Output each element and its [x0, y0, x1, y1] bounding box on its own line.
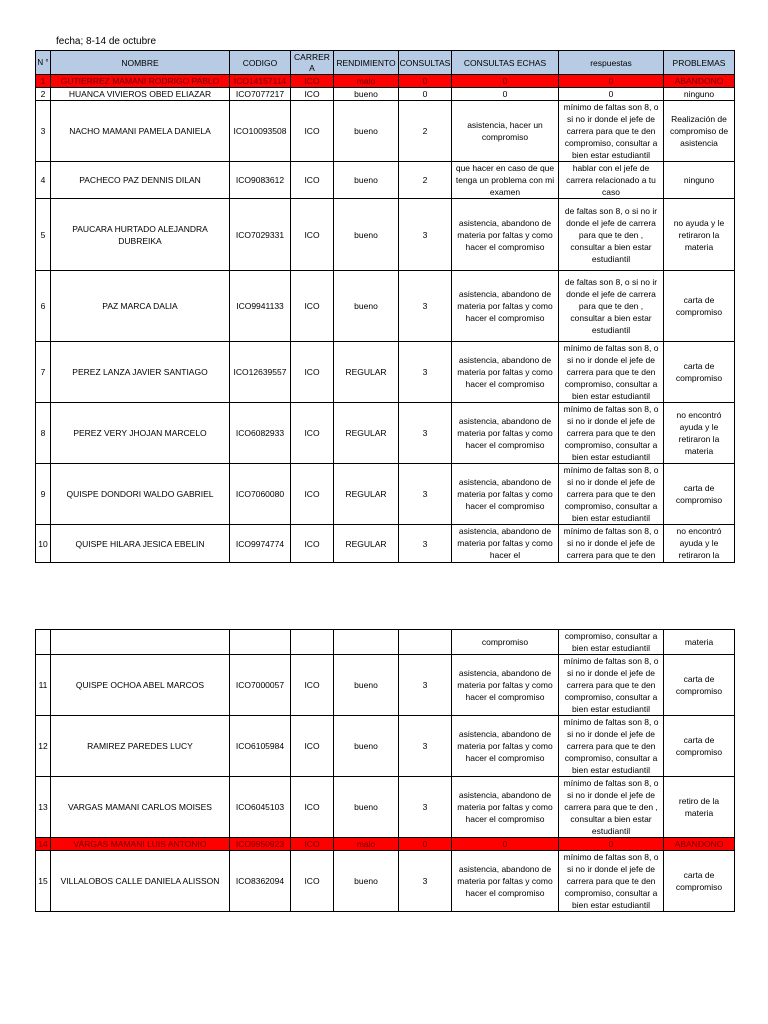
table-row [36, 838, 735, 851]
cell-respuestas: de faltas son 8, o si no ir donde el jefe de carrera para que te den , consultar a bien estar estudiantil [559, 271, 664, 342]
cell-number: 7 [36, 342, 51, 403]
table-row [36, 75, 735, 88]
cell-consultas: 3 [399, 851, 452, 912]
cell-nombre: HUANCA VIVIEROS OBED ELIAZAR [51, 88, 230, 101]
cell-consultas-echas: asistencia, abandono de materia por faltas y como hacer el compromiso [452, 199, 559, 271]
cell-number: 4 [36, 162, 51, 199]
cell-consultas-echas: 0 [452, 88, 559, 101]
cell-carrera: ICO [291, 271, 334, 342]
cell-carrera [291, 630, 334, 655]
cell-rendimiento: malo [334, 75, 399, 88]
cell-respuestas: mínimo de faltas son 8, o si no ir donde el jefe de carrera para que te den compromiso, consultar a bien estar estudiantil [559, 403, 664, 464]
cell-consultas-echas: asistencia, abandono de materia por faltas y como hacer el compromiso [452, 403, 559, 464]
cell-rendimiento: REGULAR [334, 342, 399, 403]
cell-number: 10 [36, 525, 51, 563]
sheet-date: fecha; 8-14 de octubre [56, 36, 157, 47]
table-row [36, 271, 735, 342]
cell-problemas: carta de compromiso [664, 464, 735, 525]
cell-rendimiento: bueno [334, 716, 399, 777]
cell-respuestas: 0 [559, 75, 664, 88]
cell-consultas-echas: asistencia, abandono de materia por faltas y como hacer el [452, 525, 559, 563]
header-problemas: PROBLEMAS [664, 51, 735, 75]
cell-respuestas: mínimo de faltas son 8, o si no ir donde el jefe de carrera para que te den compromiso, consultar a bien estar estudiantil [559, 851, 664, 912]
cell-carrera: ICO [291, 199, 334, 271]
cell-consultas: 3 [399, 271, 452, 342]
cell-carrera: ICO [291, 716, 334, 777]
cell-nombre: RAMIREZ PAREDES LUCY [51, 716, 230, 777]
cell-respuestas: compromiso, consultar a bien estar estudiantil [559, 630, 664, 655]
cell-carrera: ICO [291, 162, 334, 199]
cell-number: 13 [36, 777, 51, 838]
cell-rendimiento: REGULAR [334, 403, 399, 464]
cell-respuestas: mínimo de faltas son 8, o si no ir donde el jefe de carrera para que te den [559, 525, 664, 563]
cell-rendimiento [334, 630, 399, 655]
cell-problemas: no ayuda y le retiraron la materia [664, 199, 735, 271]
cell-respuestas: mínimo de faltas son 8, o si no ir donde el jefe de carrera para que te den compromiso, consultar a bien estar estudiantil [559, 342, 664, 403]
cell-nombre: NACHO MAMANI PAMELA DANIELA [51, 101, 230, 162]
cell-carrera: ICO [291, 525, 334, 563]
cell-consultas-echas: asistencia, abandono de materia por faltas y como hacer el compromiso [452, 655, 559, 716]
cell-nombre: PEREZ VERY JHOJAN MARCELO [51, 403, 230, 464]
table-row [36, 655, 735, 716]
cell-rendimiento: bueno [334, 101, 399, 162]
cell-rendimiento: malo [334, 838, 399, 851]
header-consultas-echas: CONSULTAS ECHAS [452, 51, 559, 75]
cell-consultas-echas: 0 [452, 75, 559, 88]
cell-codigo: ICO8362094 [230, 851, 291, 912]
cell-consultas-echas: asistencia, hacer un compromiso [452, 101, 559, 162]
header-nombre: NOMBRE [51, 51, 230, 75]
cell-consultas: 3 [399, 716, 452, 777]
cell-codigo: ICO9941133 [230, 271, 291, 342]
cell-codigo: ICO7000057 [230, 655, 291, 716]
cell-consultas: 0 [399, 838, 452, 851]
cell-carrera: ICO [291, 342, 334, 403]
cell-consultas: 0 [399, 75, 452, 88]
cell-number: 1 [36, 75, 51, 88]
cell-carrera: ICO [291, 75, 334, 88]
cell-nombre: PACHECO PAZ DENNIS DILAN [51, 162, 230, 199]
cell-consultas-echas: que hacer en caso de que tenga un problema con mi examen [452, 162, 559, 199]
cell-consultas: 3 [399, 655, 452, 716]
table-row [36, 464, 735, 525]
table-row [36, 403, 735, 464]
table-row-continued [36, 630, 735, 655]
cell-rendimiento: bueno [334, 199, 399, 271]
cell-codigo: ICO7077217 [230, 88, 291, 101]
header-codigo: CODIGO [230, 51, 291, 75]
cell-consultas: 0 [399, 88, 452, 101]
header-rendimiento: RENDIMIENTO [334, 51, 399, 75]
header-row [36, 51, 735, 75]
cell-rendimiento: bueno [334, 88, 399, 101]
cell-rendimiento: bueno [334, 777, 399, 838]
cell-respuestas: mínimo de faltas son 8, o si no ir donde el jefe de carrera para que te den compromiso, consultar a bien estar estudiantil [559, 101, 664, 162]
cell-consultas: 3 [399, 342, 452, 403]
cell-number: 3 [36, 101, 51, 162]
cell-nombre: PAZ MARCA DALIA [51, 271, 230, 342]
cell-rendimiento: bueno [334, 851, 399, 912]
cell-codigo [230, 630, 291, 655]
cell-problemas: ninguno [664, 88, 735, 101]
cell-problemas: carta de compromiso [664, 716, 735, 777]
cell-codigo: ICO7029331 [230, 199, 291, 271]
cell-codigo: ICO6105984 [230, 716, 291, 777]
cell-problemas: carta de compromiso [664, 342, 735, 403]
table-row [36, 777, 735, 838]
cell-problemas: Realización de compromiso de asistencia [664, 101, 735, 162]
cell-carrera: ICO [291, 88, 334, 101]
cell-nombre: VARGAS MAMANI LUIS ANTONIO [51, 838, 230, 851]
table-row [36, 199, 735, 271]
cell-nombre: QUISPE DONDORI WALDO GABRIEL [51, 464, 230, 525]
cell-respuestas: hablar con el jefe de carrera relacionado a tu caso [559, 162, 664, 199]
cell-consultas-echas: asistencia, abandono de materia por faltas y como hacer el compromiso [452, 716, 559, 777]
cell-rendimiento: bueno [334, 271, 399, 342]
cell-respuestas: 0 [559, 88, 664, 101]
cell-consultas-echas: compromiso [452, 630, 559, 655]
header-number: N ° [36, 51, 51, 75]
cell-consultas-echas: asistencia, abandono de materia por faltas y como hacer el compromiso [452, 777, 559, 838]
cell-nombre: VILLALOBOS CALLE DANIELA ALISSON [51, 851, 230, 912]
cell-consultas: 3 [399, 525, 452, 563]
cell-nombre: QUISPE OCHOA ABEL MARCOS [51, 655, 230, 716]
cell-consultas: 3 [399, 199, 452, 271]
cell-codigo: ICO6082933 [230, 403, 291, 464]
cell-consultas-echas: asistencia, abandono de materia por faltas y como hacer el compromiso [452, 851, 559, 912]
cell-consultas: 2 [399, 162, 452, 199]
students-table-page-2 [35, 629, 735, 912]
cell-consultas: 3 [399, 777, 452, 838]
cell-nombre: QUISPE HILARA JESICA EBELIN [51, 525, 230, 563]
cell-problemas: carta de compromiso [664, 851, 735, 912]
cell-consultas: 3 [399, 403, 452, 464]
cell-consultas-echas: asistencia, abandono de materia por faltas y como hacer el compromiso [452, 464, 559, 525]
table-row [36, 525, 735, 563]
cell-consultas [399, 630, 452, 655]
table-row [36, 342, 735, 403]
cell-nombre: VARGAS MAMANI CARLOS MOISES [51, 777, 230, 838]
cell-number: 14 [36, 838, 51, 851]
cell-rendimiento: bueno [334, 162, 399, 199]
cell-respuestas: mínimo de faltas son 8, o si no ir donde el jefe de carrera para que te den , consultar a bien estar estudiantil [559, 777, 664, 838]
cell-nombre: GUTIERREZ MAMANI RODRIGO PABLO [51, 75, 230, 88]
header-consultas: CONSULTAS [399, 51, 452, 75]
table-row [36, 851, 735, 912]
cell-problemas: retiro de la materia [664, 777, 735, 838]
cell-number: 9 [36, 464, 51, 525]
cell-codigo: ICO7060080 [230, 464, 291, 525]
header-carrera: CARRER A [291, 51, 334, 75]
cell-number [36, 630, 51, 655]
cell-problemas: ninguno [664, 162, 735, 199]
cell-problemas: carta de compromiso [664, 271, 735, 342]
cell-carrera: ICO [291, 777, 334, 838]
cell-carrera: ICO [291, 464, 334, 525]
cell-consultas-echas: asistencia, abandono de materia por faltas y como hacer el compromiso [452, 342, 559, 403]
cell-consultas: 2 [399, 101, 452, 162]
cell-consultas-echas: asistencia, abandono de materia por faltas y como hacer el compromiso [452, 271, 559, 342]
cell-number: 6 [36, 271, 51, 342]
table-row [36, 716, 735, 777]
cell-carrera: ICO [291, 403, 334, 464]
table-row [36, 88, 735, 101]
cell-codigo: ICO9950923 [230, 838, 291, 851]
cell-carrera: ICO [291, 838, 334, 851]
cell-problemas: no encontró ayuda y le retiraron la [664, 525, 735, 563]
cell-nombre: PAUCARA HURTADO ALEJANDRA DUBREIKA [51, 199, 230, 271]
cell-rendimiento: bueno [334, 655, 399, 716]
cell-respuestas: mínimo de faltas son 8, o si no ir donde el jefe de carrera para que te den compromiso, consultar a bien estar estudiantil [559, 655, 664, 716]
cell-codigo: ICO6045103 [230, 777, 291, 838]
cell-codigo: ICO9974774 [230, 525, 291, 563]
cell-problemas: ABANDONO [664, 75, 735, 88]
students-table-page-1 [35, 50, 735, 563]
cell-respuestas: 0 [559, 838, 664, 851]
cell-codigo: ICO9083612 [230, 162, 291, 199]
table-row [36, 101, 735, 162]
cell-number: 8 [36, 403, 51, 464]
cell-respuestas: mínimo de faltas son 8, o si no ir donde el jefe de carrera para que te den compromiso, consultar a bien estar estudiantil [559, 464, 664, 525]
cell-codigo: ICO10093508 [230, 101, 291, 162]
cell-nombre: PEREZ LANZA JAVIER SANTIAGO [51, 342, 230, 403]
cell-nombre [51, 630, 230, 655]
cell-carrera: ICO [291, 101, 334, 162]
cell-number: 2 [36, 88, 51, 101]
cell-carrera: ICO [291, 655, 334, 716]
cell-number: 5 [36, 199, 51, 271]
cell-rendimiento: REGULAR [334, 525, 399, 563]
cell-problemas: materia [664, 630, 735, 655]
cell-respuestas: mínimo de faltas son 8, o si no ir donde el jefe de carrera para que te den compromiso, consultar a bien estar estudiantil [559, 716, 664, 777]
cell-consultas-echas: 0 [452, 838, 559, 851]
cell-respuestas: de faltas son 8, o si no ir donde el jefe de carrera para que te den , consultar a bien estar estudiantil [559, 199, 664, 271]
cell-number: 12 [36, 716, 51, 777]
cell-number: 11 [36, 655, 51, 716]
header-respuestas: respuestas [559, 51, 664, 75]
cell-number: 15 [36, 851, 51, 912]
cell-codigo: ICO12639557 [230, 342, 291, 403]
cell-problemas: carta de compromiso [664, 655, 735, 716]
table-row [36, 162, 735, 199]
cell-consultas: 3 [399, 464, 452, 525]
cell-problemas: no encontró ayuda y le retiraron la materia [664, 403, 735, 464]
cell-rendimiento: REGULAR [334, 464, 399, 525]
cell-codigo: ICO14157114 [230, 75, 291, 88]
cell-problemas: ABANDONO [664, 838, 735, 851]
cell-carrera: ICO [291, 851, 334, 912]
